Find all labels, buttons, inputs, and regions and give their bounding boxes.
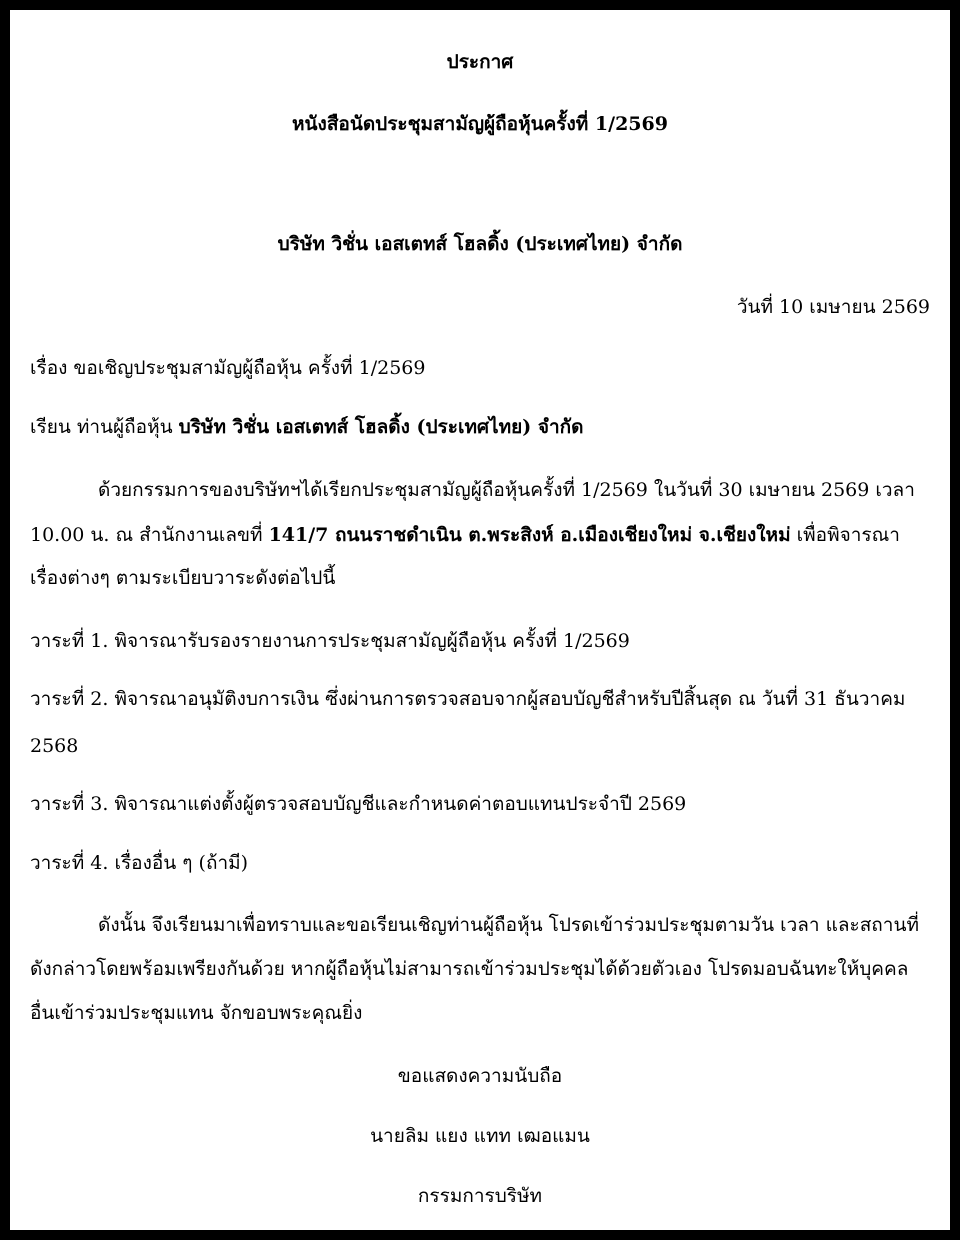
intro-line-2-post: เพื่อพิจารณา — [790, 524, 900, 546]
closing-line-3: อื่นเข้าร่วมประชุมแทน จักขอบพระคุณยิ่ง — [30, 1002, 363, 1024]
agenda-item-3: วาระที่ 3. พิจารณาแต่งตั้งผู้ตรวจสอบบัญชีและกำหนดค่าตอบแทนประจำปี 2569 — [30, 793, 687, 815]
closing-line-2: ดังกล่าวโดยพร้อมเพรียงกันด้วย หากผู้ถือหุ้นไม่สามารถเข้าร่วมประชุมได้ด้วยตัวเอง โปรดมอบฉันทะให้บุคคล — [30, 958, 909, 980]
agenda-item-4: วาระที่ 4. เรื่องอื่น ๆ (ถ้ามี) — [30, 852, 249, 874]
recipient-line — [30, 415, 584, 439]
document-date: วันที่ 10 เมษายน 2569 — [736, 296, 930, 318]
subject-line: เรื่อง ขอเชิญประชุมสามัญผู้ถือหุ้น ครั้งที่ 1/2569 — [30, 357, 426, 379]
signature-regards: ขอแสดงความนับถือ — [397, 1065, 563, 1087]
meeting-address: 141/7 ถนนราชดำเนิน ต.พระสิงห์ อ.เมืองเชียงใหม่ จ.เชียงใหม่ — [268, 524, 791, 546]
signature-position: กรรมการบริษัท — [417, 1185, 543, 1207]
intro-line-2 — [30, 523, 900, 547]
signature-name: นายลิม แยง แทท เฒอแมน — [370, 1125, 590, 1147]
agenda-item-2: วาระที่ 2. พิจารณาอนุมัติงบการเงิน ซึ่งผ่านการตรวจสอบจากผู้สอบบัญชีสำหรับปีสิ้นสุด ณ วันที่ 31 ธันวาคม — [30, 688, 906, 710]
agenda-item-2-cont: 2568 — [30, 735, 79, 757]
recipient-prefix: เรียน ท่านผู้ถือหุ้น — [30, 416, 179, 438]
recipient-company: บริษัท วิชั่น เอสเตทส์ โฮลดิ้ง (ประเทศไทย) จำกัด — [178, 416, 584, 438]
intro-line-2-pre: 10.00 น. ณ สำนักงานเลขที่ — [30, 524, 269, 546]
company-name: บริษัท วิชั่น เอสเตทส์ โฮลดิ้ง (ประเทศไทย) จำกัด — [277, 233, 683, 255]
intro-line-1: ด้วยกรรมการของบริษัทฯได้เรียกประชุมสามัญผู้ถือหุ้นครั้งที่ 1/2569 ในวันที่ 30 เมษายน 2569 เวลา — [98, 479, 915, 501]
closing-line-1: ดังนั้น จึงเรียนมาเพื่อทราบและขอเรียนเชิญท่านผู้ถือหุ้น โปรดเข้าร่วมประชุมตามวัน เวลา และสถานที่ — [98, 914, 919, 936]
notice-title: หนังสือนัดประชุมสามัญผู้ถือหุ้นครั้งที่ 1/2569 — [292, 113, 668, 135]
intro-line-3: เรื่องต่างๆ ตามระเบียบวาระดังต่อไปนี้ — [30, 567, 336, 589]
document-page — [10, 10, 950, 1230]
announcement-heading: ประกาศ — [446, 51, 514, 73]
agenda-item-1: วาระที่ 1. พิจารณารับรองรายงานการประชุมสามัญผู้ถือหุ้น ครั้งที่ 1/2569 — [30, 630, 630, 652]
